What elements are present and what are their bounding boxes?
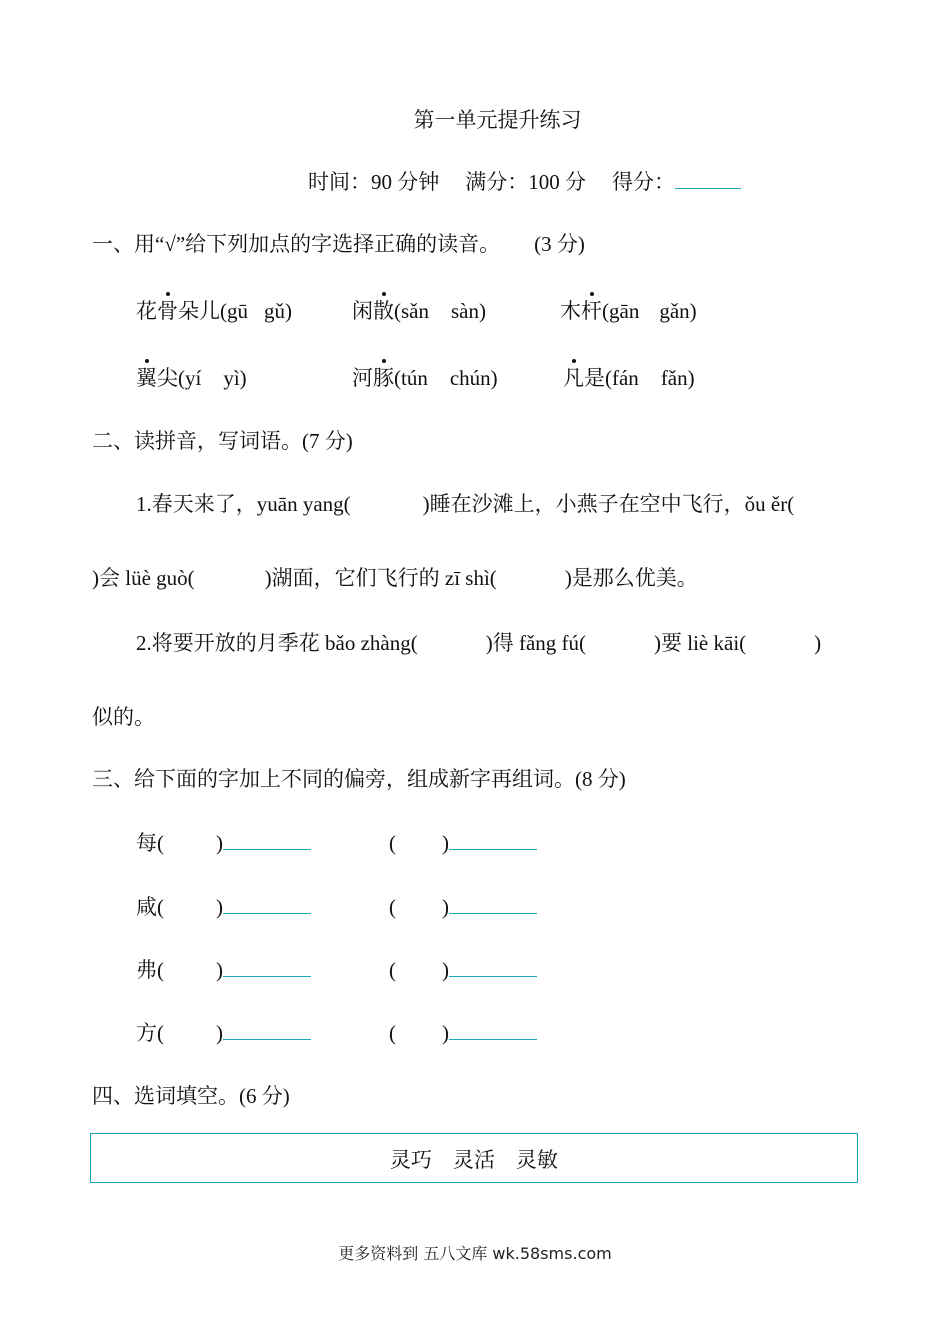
- radical-row-1: [136, 833, 537, 854]
- time-info: 时间：90 分钟: [308, 170, 440, 194]
- question-text: )睡在沙滩上，小燕子在空中飞行，ǒu ěr(: [422, 492, 795, 516]
- paren: ): [216, 831, 223, 855]
- word-blank[interactable]: [223, 976, 311, 977]
- pinyin-option-b[interactable]: chún): [449, 366, 498, 390]
- item-char: 木: [560, 299, 581, 323]
- item-char: 朵儿: [178, 299, 220, 323]
- word-blank[interactable]: [449, 1039, 537, 1040]
- question-text: )要 liè kāi(: [654, 631, 747, 655]
- item-char: 是: [584, 366, 605, 390]
- paren: ): [216, 895, 223, 919]
- base-char: 每(: [136, 831, 164, 855]
- paren: ): [216, 1021, 223, 1045]
- word-choices: 灵巧 灵活 灵敏: [390, 1148, 558, 1172]
- paren: (: [389, 831, 396, 855]
- paren: ): [442, 1021, 449, 1045]
- pinyin-option-a[interactable]: (fán: [605, 366, 639, 390]
- question-text: 2.将要开放的月季花 bǎo zhàng(: [136, 631, 418, 655]
- section3-heading: 三、给下面的字加上不同的偏旁，组成新字再组词。(8 分): [92, 767, 626, 791]
- score-label: 得分：: [612, 170, 675, 194]
- dotted-char: 杆: [581, 299, 602, 323]
- section4-heading: 四、选词填空。(6 分): [92, 1084, 290, 1108]
- pinyin-option-a[interactable]: (yí: [178, 366, 202, 390]
- item-char: 河: [352, 366, 373, 390]
- score-blank[interactable]: [675, 188, 741, 189]
- question-2-2-line2: 似的。: [92, 705, 155, 729]
- dotted-char: 翼: [136, 366, 157, 390]
- dotted-char: 骨: [157, 299, 178, 323]
- question-text: )是那么优美。: [564, 566, 698, 590]
- word-blank[interactable]: [223, 849, 311, 850]
- question-2-2-line1: [136, 633, 821, 654]
- pinyin-option-a[interactable]: (sǎn: [394, 299, 429, 323]
- footer-note: 更多资料到 五八文库 wk.58sms.com: [338, 1244, 612, 1263]
- paren: (: [389, 1021, 396, 1045]
- word-choice-box: [90, 1133, 858, 1183]
- item-char: 闲: [352, 299, 373, 323]
- word-blank[interactable]: [449, 976, 537, 977]
- word-blank[interactable]: [449, 913, 537, 914]
- pinyin-option-a[interactable]: (tún: [394, 366, 428, 390]
- dotted-char: 豚: [373, 366, 394, 390]
- pinyin-option-b[interactable]: yì): [223, 366, 247, 390]
- pinyin-item-4: [136, 368, 247, 389]
- radical-row-3: [136, 960, 537, 981]
- section1-title: 一、用“√”给下列加点的字选择正确的读音。: [92, 232, 501, 256]
- pinyin-option-b[interactable]: sàn): [451, 299, 486, 323]
- question-text: )会 lüè guò(: [92, 566, 195, 590]
- pinyin-option-a[interactable]: (gān: [602, 299, 640, 323]
- pinyin-option-b[interactable]: gǔ): [264, 299, 292, 323]
- word-blank[interactable]: [223, 913, 311, 914]
- question-text: 1.春天来了，yuān yang(: [136, 492, 351, 516]
- word-blank[interactable]: [449, 849, 537, 850]
- question-2-1-line2: [92, 568, 698, 589]
- base-char: 弗(: [136, 958, 164, 982]
- pinyin-item-5: [352, 368, 498, 389]
- section2-heading: 二、读拼音，写词语。(7 分): [92, 429, 353, 453]
- exam-meta: [308, 172, 741, 193]
- question-text: )得 fǎng fú(: [485, 631, 587, 655]
- page-title: 第一单元提升练习: [413, 108, 582, 132]
- pinyin-option-b[interactable]: gǎn): [659, 299, 697, 323]
- paren: ): [442, 895, 449, 919]
- full-score-info: 满分：100 分: [465, 170, 586, 194]
- base-char: 方(: [136, 1021, 164, 1045]
- section1-points: (3 分): [534, 232, 585, 256]
- item-char: 花: [136, 299, 157, 323]
- radical-row-2: [136, 897, 537, 918]
- item-char: 尖: [157, 366, 178, 390]
- pinyin-option-a[interactable]: (gū: [220, 299, 248, 323]
- radical-row-4: [136, 1023, 537, 1044]
- pinyin-item-2: [352, 301, 486, 322]
- paren: (: [389, 958, 396, 982]
- question-2-1-line1: [136, 494, 794, 515]
- dotted-char: 凡: [563, 366, 584, 390]
- pinyin-item-1: [136, 301, 292, 322]
- paren: ): [442, 958, 449, 982]
- base-char: 咸(: [136, 895, 164, 919]
- pinyin-item-6: [563, 368, 695, 389]
- question-text: )湖面，它们飞行的 zī shì(: [264, 566, 497, 590]
- dotted-char: 散: [373, 299, 394, 323]
- pinyin-item-3: [560, 301, 697, 322]
- section1-heading: [92, 234, 585, 255]
- paren: (: [389, 895, 396, 919]
- question-text: ): [814, 631, 822, 655]
- pinyin-option-b[interactable]: fǎn): [660, 366, 695, 390]
- paren: ): [216, 958, 223, 982]
- paren: ): [442, 831, 449, 855]
- word-blank[interactable]: [223, 1039, 311, 1040]
